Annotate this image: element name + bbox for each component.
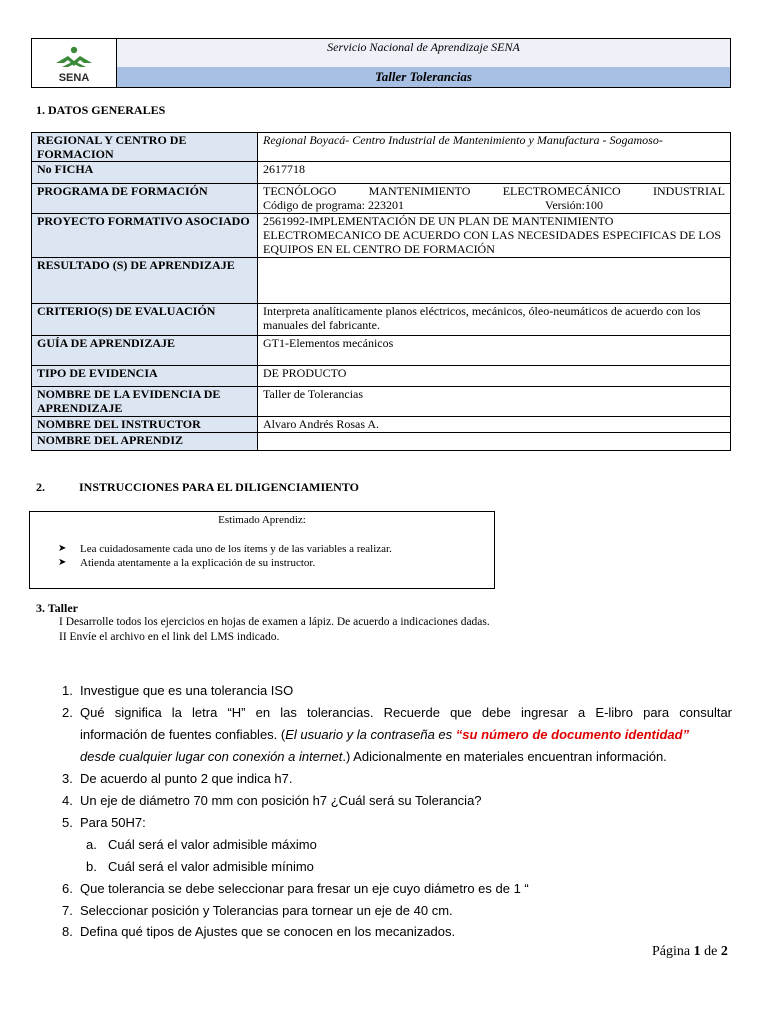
sena-logo [32, 39, 117, 87]
question-2-line-3 [80, 749, 667, 764]
program-code: Código de programa: 223201 [263, 198, 404, 212]
question-6: Que tolerancia se debe seleccionar para fresar un eje cuyo diámetro es de 1 “ [80, 881, 529, 896]
program-name: TECNÓLOGO MANTENIMIENTO ELECTROMECÁNICO INDUSTRIAL [263, 184, 725, 198]
question-5b: Cuál será el valor admisible mínimo [108, 859, 314, 874]
row-value: 2561992-IMPLEMENTACIÓN DE UN PLAN DE MANTENIMIENTO ELECTROMECANICO DE ACUERDO CON LAS NECESIDADES ESPECIFICAS DE LOS EQUIPOS EN EL CENTRO DE FORMACIÓN [258, 214, 731, 258]
taller-instruction-1: I Desarrolle todos los ejercicios en hojas de examen a lápiz. De acuerdo a indicaciones dadas. [59, 616, 490, 628]
arrow-bullet-icon: ➤ [58, 543, 67, 554]
svg-text:SENA: SENA [58, 72, 90, 84]
row-label: NOMBRE DE LA EVIDENCIA DE APRENDIZAJE [32, 387, 258, 417]
table-row [32, 162, 731, 184]
list-number: 1. [62, 683, 73, 698]
instruction-item [58, 543, 392, 555]
page-prefix: Página [652, 944, 691, 959]
row-value [258, 184, 731, 214]
general-data-table [31, 132, 731, 451]
question-2-line-1: Qué significa la letra “H” en las tolerancias. Recuerde que debe ingresar a E-libro para consultar [80, 705, 732, 720]
question-5a: Cuál será el valor admisible máximo [108, 837, 317, 852]
table-row [32, 133, 731, 162]
sena-logo-icon [32, 39, 116, 87]
section-3-title: 3. Taller [36, 601, 79, 615]
row-label: TIPO DE EVIDENCIA [32, 366, 258, 387]
row-label: GUÍA DE APRENDIZAJE [32, 336, 258, 366]
question-1: Investigue que es una tolerancia ISO [80, 683, 294, 698]
section-2-number: 2. [36, 480, 45, 494]
section-2-title: INSTRUCCIONES PARA EL DILIGENCIAMIENTO [79, 480, 359, 494]
program-code-line [263, 198, 725, 212]
list-letter: a. [86, 837, 97, 852]
document-header [31, 38, 731, 88]
question-8: Defina qué tipos de Ajustes que se conocen en los mecanizados. [80, 924, 456, 939]
row-label: NOMBRE DEL INSTRUCTOR [32, 417, 258, 433]
list-number: 8. [62, 924, 73, 939]
table-row [32, 304, 731, 336]
institution-name: Servicio Nacional de Aprendizaje SENA [117, 39, 730, 67]
row-value: DE PRODUCTO [258, 366, 731, 387]
row-value: Alvaro Andrés Rosas A. [258, 417, 731, 433]
row-value: GT1-Elementos mecánicos [258, 336, 731, 366]
table-row [32, 336, 731, 366]
instruction-item [58, 557, 315, 569]
list-number: 2. [62, 705, 73, 720]
section-1-title: 1. DATOS GENERALES [36, 103, 166, 117]
list-number: 6. [62, 881, 73, 896]
question-2-line-2 [80, 727, 689, 742]
program-version: Versión:100 [545, 198, 603, 212]
row-label: CRITERIO(S) DE EVALUACIÓN [32, 304, 258, 336]
page-total: 2 [720, 944, 728, 959]
question-4: Un eje de diámetro 70 mm con posición h7 ¿Cuál será su Tolerancia? [80, 793, 482, 808]
row-label: PROYECTO FORMATIVO ASOCIADO [32, 214, 258, 258]
instructions-box [29, 511, 495, 589]
table-row [32, 184, 731, 214]
row-value: 2617718 [258, 162, 731, 184]
table-row [32, 433, 731, 451]
row-label: PROGRAMA DE FORMACIÓN [32, 184, 258, 214]
question-5: Para 50H7: [80, 815, 146, 830]
question-3: De acuerdo al punto 2 que indica h7. [80, 771, 293, 786]
row-value [258, 258, 731, 304]
instruction-text: Lea cuidadosamente cada uno de los ítems y de las variables a realizar. [80, 543, 392, 555]
row-label: NOMBRE DEL APRENDIZ [32, 433, 258, 451]
table-row [32, 366, 731, 387]
list-number: 4. [62, 793, 73, 808]
question-2-text: información de fuentes confiables. ( [80, 727, 286, 742]
list-number: 5. [62, 815, 73, 830]
arrow-bullet-icon: ➤ [58, 557, 67, 568]
list-number: 3. [62, 771, 73, 786]
table-row [32, 387, 731, 417]
page-of: de [704, 944, 718, 959]
taller-instruction-2: II Envíe el archivo en el link del LMS indicado. [59, 631, 280, 643]
question-2-italic: El usuario y la contraseña es [285, 727, 456, 742]
table-row [32, 214, 731, 258]
learner-name-field[interactable] [258, 433, 731, 451]
row-label: No FICHA [32, 162, 258, 184]
row-label: RESULTADO (S) DE APRENDIZAJE [32, 258, 258, 304]
row-value: Taller de Tolerancias [258, 387, 731, 417]
question-7: Seleccionar posición y Tolerancias para tornear un eje de 40 cm. [80, 903, 453, 918]
page-number [652, 944, 728, 960]
list-letter: b. [86, 859, 97, 874]
greeting: Estimado Aprendiz: [218, 514, 306, 526]
question-2-text: .) Adicionalmente en materiales encuentran información. [342, 749, 667, 764]
question-2-highlight: “su número de documento identidad” [455, 727, 690, 742]
row-label: REGIONAL Y CENTRO DE FORMACION [32, 133, 258, 162]
row-value: Interpreta analíticamente planos eléctricos, mecánicos, óleo-neumáticos de acuerdo con los manuales del fabricante. [258, 304, 731, 336]
question-2-italic: desde cualquier lugar con conexión a internet [80, 749, 343, 764]
instruction-text: Atienda atentamente a la explicación de su instructor. [80, 557, 316, 569]
table-row [32, 258, 731, 304]
page-current: 1 [693, 944, 701, 959]
list-number: 7. [62, 903, 73, 918]
row-value: Regional Boyacá- Centro Industrial de Mantenimiento y Manufactura - Sogamoso- [258, 133, 731, 162]
table-row [32, 417, 731, 433]
document-title: Taller Tolerancias [117, 67, 730, 87]
